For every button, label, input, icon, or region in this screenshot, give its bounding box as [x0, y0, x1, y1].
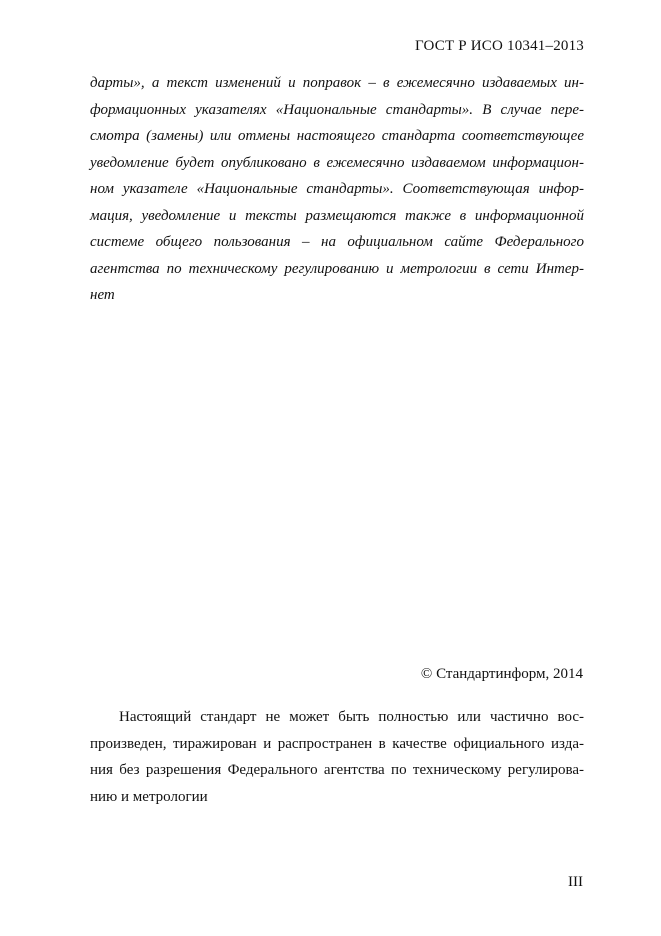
page-number: III — [568, 874, 583, 890]
paragraph-line: мация, уведомление и тексты размещаются также в информационной — [90, 207, 584, 224]
paragraph-line: дарты», а текст изменений и поправок – в ежемесячно издаваемых ин- — [90, 75, 584, 91]
paragraph-line: смотра (замены) или отмены настоящего стандарта соответствующее — [90, 128, 584, 144]
paragraph-line: уведомление будет опубликовано в ежемесячно издаваемом информацион- — [90, 154, 584, 171]
paragraph-line: ния без разрешения Федерального агентства по техническому регулирова- — [90, 762, 584, 778]
reproduction-notice-paragraph — [90, 704, 584, 810]
paragraph-line: ном указателе «Национальные стандарты». Соответствующая инфор- — [90, 181, 584, 197]
paragraph-line: системе общего пользования – на официальном сайте Федерального — [90, 234, 584, 250]
paragraph-line: нию и метрологии — [90, 788, 208, 805]
paragraph-line: формационных указателях «Национальные стандарты». В случае пере- — [90, 101, 584, 118]
document-header: ГОСТ Р ИСО 10341–2013 — [415, 38, 584, 54]
paragraph-line: Настоящий стандарт не может быть полностью или частично вос- — [119, 709, 584, 725]
publication-info-paragraph — [90, 70, 584, 309]
copyright-notice: © Стандартинформ, 2014 — [420, 666, 583, 682]
paragraph-line: агентства по техническому регулированию и метрологии в сети Интер- — [90, 260, 584, 277]
paragraph-line: произведен, тиражирован и распространен в качестве официального изда- — [90, 735, 584, 752]
paragraph-line: нет — [90, 287, 115, 303]
